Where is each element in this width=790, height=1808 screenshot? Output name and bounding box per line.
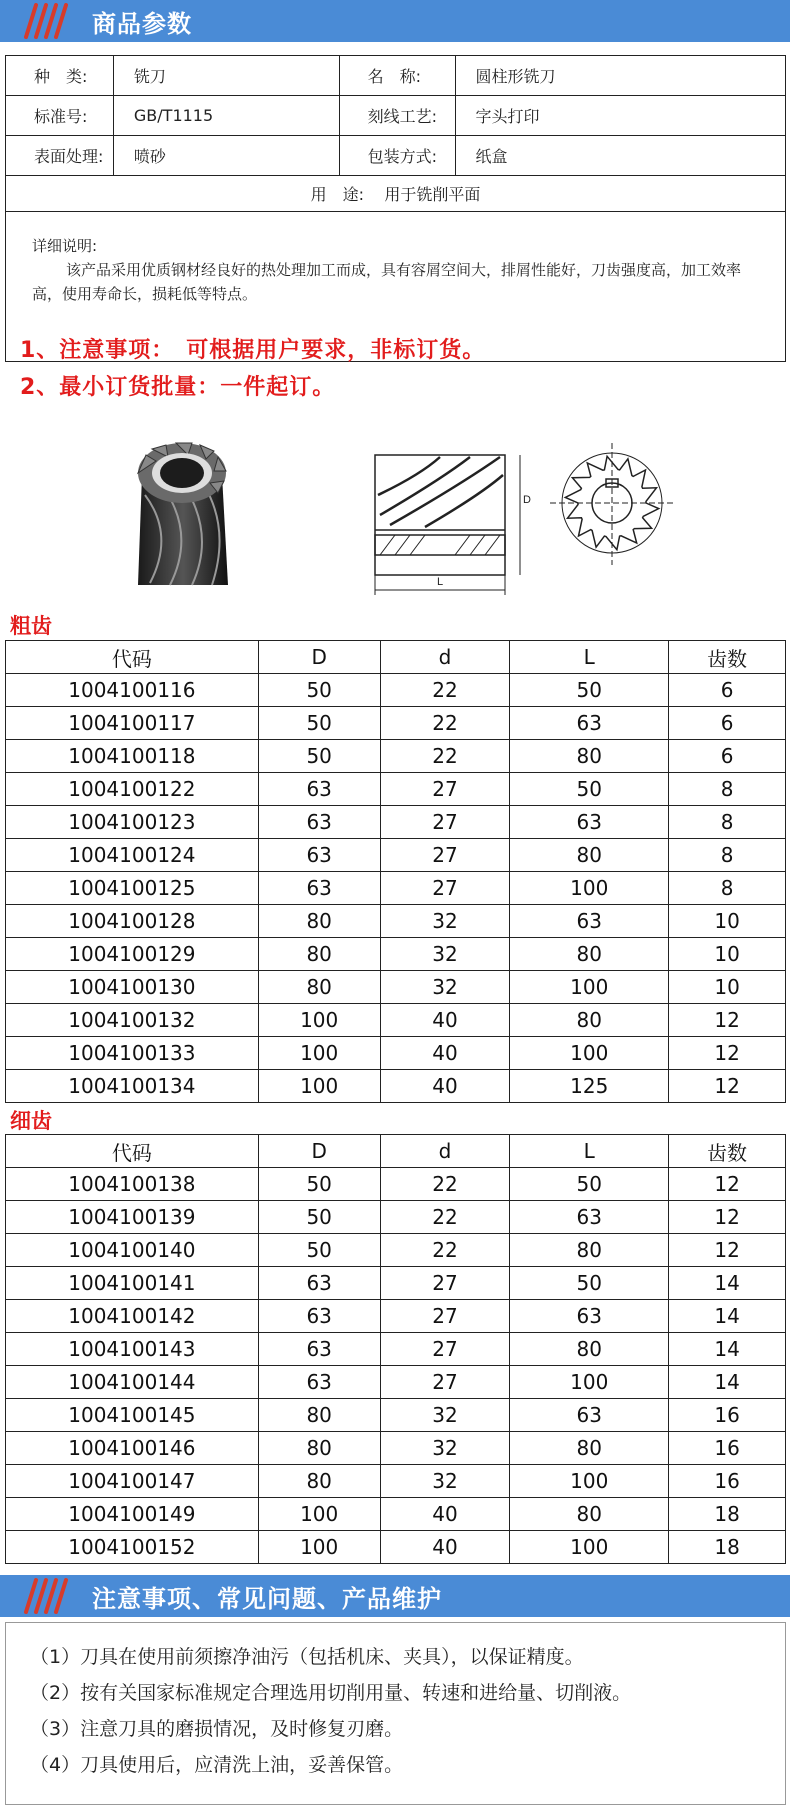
table-row: [6, 938, 786, 971]
table-cell: 80: [510, 1333, 669, 1366]
table-cell: 63: [510, 1300, 669, 1333]
table-row: [6, 1234, 786, 1267]
table-cell: 12: [669, 1004, 786, 1037]
table-cell: 32: [380, 971, 510, 1004]
table-cell: 100: [258, 1070, 380, 1103]
table-cell: 1004100133: [6, 1037, 259, 1070]
dim-L-label: L: [437, 576, 444, 588]
table-cell: 27: [380, 1366, 510, 1399]
table-row: [6, 1366, 786, 1399]
table-cell: 32: [380, 1465, 510, 1498]
column-header: L: [510, 1135, 669, 1168]
spec-value: 铣刀: [113, 56, 339, 96]
spec-label: 表面处理:: [6, 136, 114, 176]
table-cell: 80: [258, 1432, 380, 1465]
table-cell: 50: [510, 1168, 669, 1201]
table-cell: 50: [258, 1201, 380, 1234]
table-cell: 100: [510, 1465, 669, 1498]
description-text: 该产品采用优质钢材经良好的热处理加工而成，具有容屑空间大，排屑性能好，刀齿强度高，加工效率高，使用寿命长，损耗低等特点。: [32, 261, 742, 303]
table-cell: 14: [669, 1267, 786, 1300]
table-cell: 100: [510, 971, 669, 1004]
table-cell: 40: [380, 1498, 510, 1531]
column-header: D: [258, 1135, 380, 1168]
table-cell: 80: [510, 1432, 669, 1465]
spec-row: [6, 136, 786, 176]
table-cell: 22: [380, 1168, 510, 1201]
table-cell: 80: [258, 971, 380, 1004]
table-row: [6, 971, 786, 1004]
table-cell: 12: [669, 1037, 786, 1070]
table-cell: 1004100118: [6, 740, 259, 773]
coarse-teeth-label: 粗齿: [10, 614, 52, 638]
table-cell: 50: [258, 1234, 380, 1267]
table-row: [6, 1070, 786, 1103]
table-cell: 8: [669, 773, 786, 806]
table-cell: 80: [510, 1234, 669, 1267]
spec-label: 刻线工艺:: [339, 96, 455, 136]
table-cell: 63: [258, 1267, 380, 1300]
table-cell: 1004100143: [6, 1333, 259, 1366]
table-cell: 12: [669, 1234, 786, 1267]
spec-label: 种 类:: [6, 56, 114, 96]
table-row: [6, 1333, 786, 1366]
table-cell: 1004100145: [6, 1399, 259, 1432]
table-row: [6, 740, 786, 773]
table-cell: 1004100141: [6, 1267, 259, 1300]
table-row: [6, 1037, 786, 1070]
table-cell: 125: [510, 1070, 669, 1103]
table-cell: 50: [510, 773, 669, 806]
table-cell: 63: [510, 806, 669, 839]
table-cell: 22: [380, 1201, 510, 1234]
table-cell: 80: [510, 839, 669, 872]
column-header: 代码: [6, 641, 259, 674]
column-header: 代码: [6, 1135, 259, 1168]
table-row: [6, 1465, 786, 1498]
table-cell: 6: [669, 707, 786, 740]
table-cell: 63: [258, 1366, 380, 1399]
table-cell: 8: [669, 806, 786, 839]
table-cell: 63: [510, 1399, 669, 1432]
section-banner-care: [0, 1575, 790, 1617]
table-cell: 10: [669, 938, 786, 971]
table-cell: 1004100130: [6, 971, 259, 1004]
table-cell: 18: [669, 1498, 786, 1531]
table-cell: 1004100128: [6, 905, 259, 938]
table-cell: 63: [510, 905, 669, 938]
brand-logo-icon: [0, 0, 78, 42]
table-row: [6, 674, 786, 707]
table-cell: 12: [669, 1201, 786, 1234]
dim-D-label: D: [523, 494, 531, 506]
table-cell: 100: [258, 1498, 380, 1531]
table-cell: 80: [510, 1498, 669, 1531]
cutter-photo: [138, 443, 228, 585]
table-cell: 80: [258, 1399, 380, 1432]
spec-value: GB/T1115: [113, 96, 339, 136]
table-cell: 27: [380, 839, 510, 872]
table-cell: 27: [380, 806, 510, 839]
usage-label: 用 途:: [310, 185, 365, 204]
section-title: 商品参数: [92, 9, 192, 38]
table-row: [6, 1168, 786, 1201]
table-cell: 32: [380, 1432, 510, 1465]
notice-custom-order: 1、注意事项： 可根据用户要求，非标订货。: [20, 338, 486, 363]
table-cell: 1004100122: [6, 773, 259, 806]
table-cell: 40: [380, 1004, 510, 1037]
fine-teeth-table: [5, 1134, 786, 1564]
table-row: [6, 773, 786, 806]
table-row: [6, 1004, 786, 1037]
table-cell: 100: [510, 1037, 669, 1070]
spec-value: 喷砂: [113, 136, 339, 176]
table-cell: 1004100134: [6, 1070, 259, 1103]
spec-label: 包装方式:: [339, 136, 455, 176]
brand-logo-icon: [0, 1575, 78, 1617]
table-cell: 40: [380, 1037, 510, 1070]
table-cell: 1004100142: [6, 1300, 259, 1333]
column-header: 齿数: [669, 641, 786, 674]
table-cell: 32: [380, 938, 510, 971]
table-cell: 14: [669, 1366, 786, 1399]
table-cell: 63: [258, 1300, 380, 1333]
table-cell: 1004100144: [6, 1366, 259, 1399]
table-cell: 12: [669, 1168, 786, 1201]
table-cell: 80: [510, 1004, 669, 1037]
table-cell: 100: [258, 1004, 380, 1037]
table-row: [6, 707, 786, 740]
table-cell: 14: [669, 1333, 786, 1366]
product-figures: [0, 435, 790, 600]
table-cell: 40: [380, 1531, 510, 1564]
table-cell: 80: [510, 740, 669, 773]
table-cell: 1004100140: [6, 1234, 259, 1267]
column-header: D: [258, 641, 380, 674]
table-cell: 1004100149: [6, 1498, 259, 1531]
table-cell: 100: [510, 872, 669, 905]
table-cell: 1004100129: [6, 938, 259, 971]
table-cell: 1004100125: [6, 872, 259, 905]
table-cell: 8: [669, 839, 786, 872]
table-row: [6, 872, 786, 905]
spec-value: 纸盒: [455, 136, 785, 176]
table-cell: 6: [669, 740, 786, 773]
table-cell: 27: [380, 1333, 510, 1366]
table-cell: 27: [380, 773, 510, 806]
table-cell: 40: [380, 1070, 510, 1103]
table-cell: 1004100117: [6, 707, 259, 740]
tip-item: （1）刀具在使用前须擦净油污（包括机床、夹具），以保证精度。: [30, 1646, 584, 1668]
table-cell: 1004100146: [6, 1432, 259, 1465]
table-cell: 50: [510, 1267, 669, 1300]
table-cell: 27: [380, 1300, 510, 1333]
spec-table: [5, 55, 786, 362]
table-cell: 63: [258, 872, 380, 905]
table-row: [6, 1300, 786, 1333]
table-cell: 10: [669, 971, 786, 1004]
usage-value: 用于铣削平面: [384, 185, 481, 204]
usage-row: [6, 176, 786, 212]
notice-min-quantity: 2、最小订货批量：一件起订。: [20, 375, 336, 400]
table-cell: 100: [510, 1366, 669, 1399]
column-header: d: [380, 1135, 510, 1168]
table-cell: 14: [669, 1300, 786, 1333]
table-cell: 1004100147: [6, 1465, 259, 1498]
table-cell: 50: [258, 1168, 380, 1201]
care-tips-box: [5, 1622, 786, 1805]
spec-value: 字头打印: [455, 96, 785, 136]
table-cell: 100: [510, 1531, 669, 1564]
table-cell: 16: [669, 1465, 786, 1498]
table-cell: 100: [258, 1531, 380, 1564]
table-cell: 22: [380, 1234, 510, 1267]
spec-label: 标准号:: [6, 96, 114, 136]
table-cell: 1004100132: [6, 1004, 259, 1037]
description-label: 详细说明:: [32, 237, 98, 255]
spec-label: 名 称:: [339, 56, 455, 96]
table-cell: 12: [669, 1070, 786, 1103]
column-header: d: [380, 641, 510, 674]
column-header: 齿数: [669, 1135, 786, 1168]
table-cell: 63: [258, 806, 380, 839]
table-cell: 22: [380, 707, 510, 740]
table-cell: 8: [669, 872, 786, 905]
table-cell: 50: [258, 740, 380, 773]
cutter-end-drawing: [550, 443, 675, 565]
table-cell: 27: [380, 1267, 510, 1300]
table-row: [6, 1267, 786, 1300]
table-cell: 22: [380, 674, 510, 707]
table-cell: 50: [258, 674, 380, 707]
tip-item: （2）按有关国家标准规定合理选用切削用量、转速和进给量、切削液。: [30, 1682, 632, 1704]
table-cell: 1004100139: [6, 1201, 259, 1234]
table-cell: 80: [258, 938, 380, 971]
section-title: 注意事项、常见问题、产品维护: [92, 1584, 442, 1613]
table-cell: 18: [669, 1531, 786, 1564]
table-cell: 100: [258, 1037, 380, 1070]
table-cell: 63: [510, 707, 669, 740]
spec-row: [6, 96, 786, 136]
table-cell: 1004100124: [6, 839, 259, 872]
table-cell: 1004100123: [6, 806, 259, 839]
column-header: L: [510, 641, 669, 674]
table-cell: 1004100116: [6, 674, 259, 707]
table-row: [6, 1498, 786, 1531]
table-row: [6, 839, 786, 872]
table-cell: 80: [510, 938, 669, 971]
table-row: [6, 1531, 786, 1564]
table-cell: 63: [510, 1201, 669, 1234]
spec-value: 圆柱形铣刀: [455, 56, 785, 96]
table-cell: 22: [380, 740, 510, 773]
table-cell: 16: [669, 1432, 786, 1465]
coarse-teeth-table: [5, 640, 786, 1103]
table-cell: 1004100138: [6, 1168, 259, 1201]
table-cell: 50: [258, 707, 380, 740]
table-cell: 80: [258, 905, 380, 938]
table-cell: 63: [258, 839, 380, 872]
fine-teeth-label: 细齿: [10, 1109, 52, 1133]
cutter-side-drawing: [375, 455, 520, 595]
table-cell: 80: [258, 1465, 380, 1498]
table-cell: 1004100152: [6, 1531, 259, 1564]
table-cell: 10: [669, 905, 786, 938]
table-cell: 16: [669, 1399, 786, 1432]
table-row: [6, 806, 786, 839]
table-cell: 63: [258, 1333, 380, 1366]
table-cell: 32: [380, 905, 510, 938]
table-cell: 50: [510, 674, 669, 707]
tip-item: （4）刀具使用后，应清洗上油，妥善保管。: [30, 1754, 404, 1776]
table-row: [6, 1399, 786, 1432]
table-row: [6, 905, 786, 938]
table-cell: 63: [258, 773, 380, 806]
section-banner-params: [0, 0, 790, 42]
table-cell: 6: [669, 674, 786, 707]
table-row: [6, 1432, 786, 1465]
table-row: [6, 1201, 786, 1234]
table-cell: 27: [380, 872, 510, 905]
tip-item: （3）注意刀具的磨损情况，及时修复刃磨。: [30, 1718, 404, 1740]
table-cell: 32: [380, 1399, 510, 1432]
spec-row: [6, 56, 786, 96]
